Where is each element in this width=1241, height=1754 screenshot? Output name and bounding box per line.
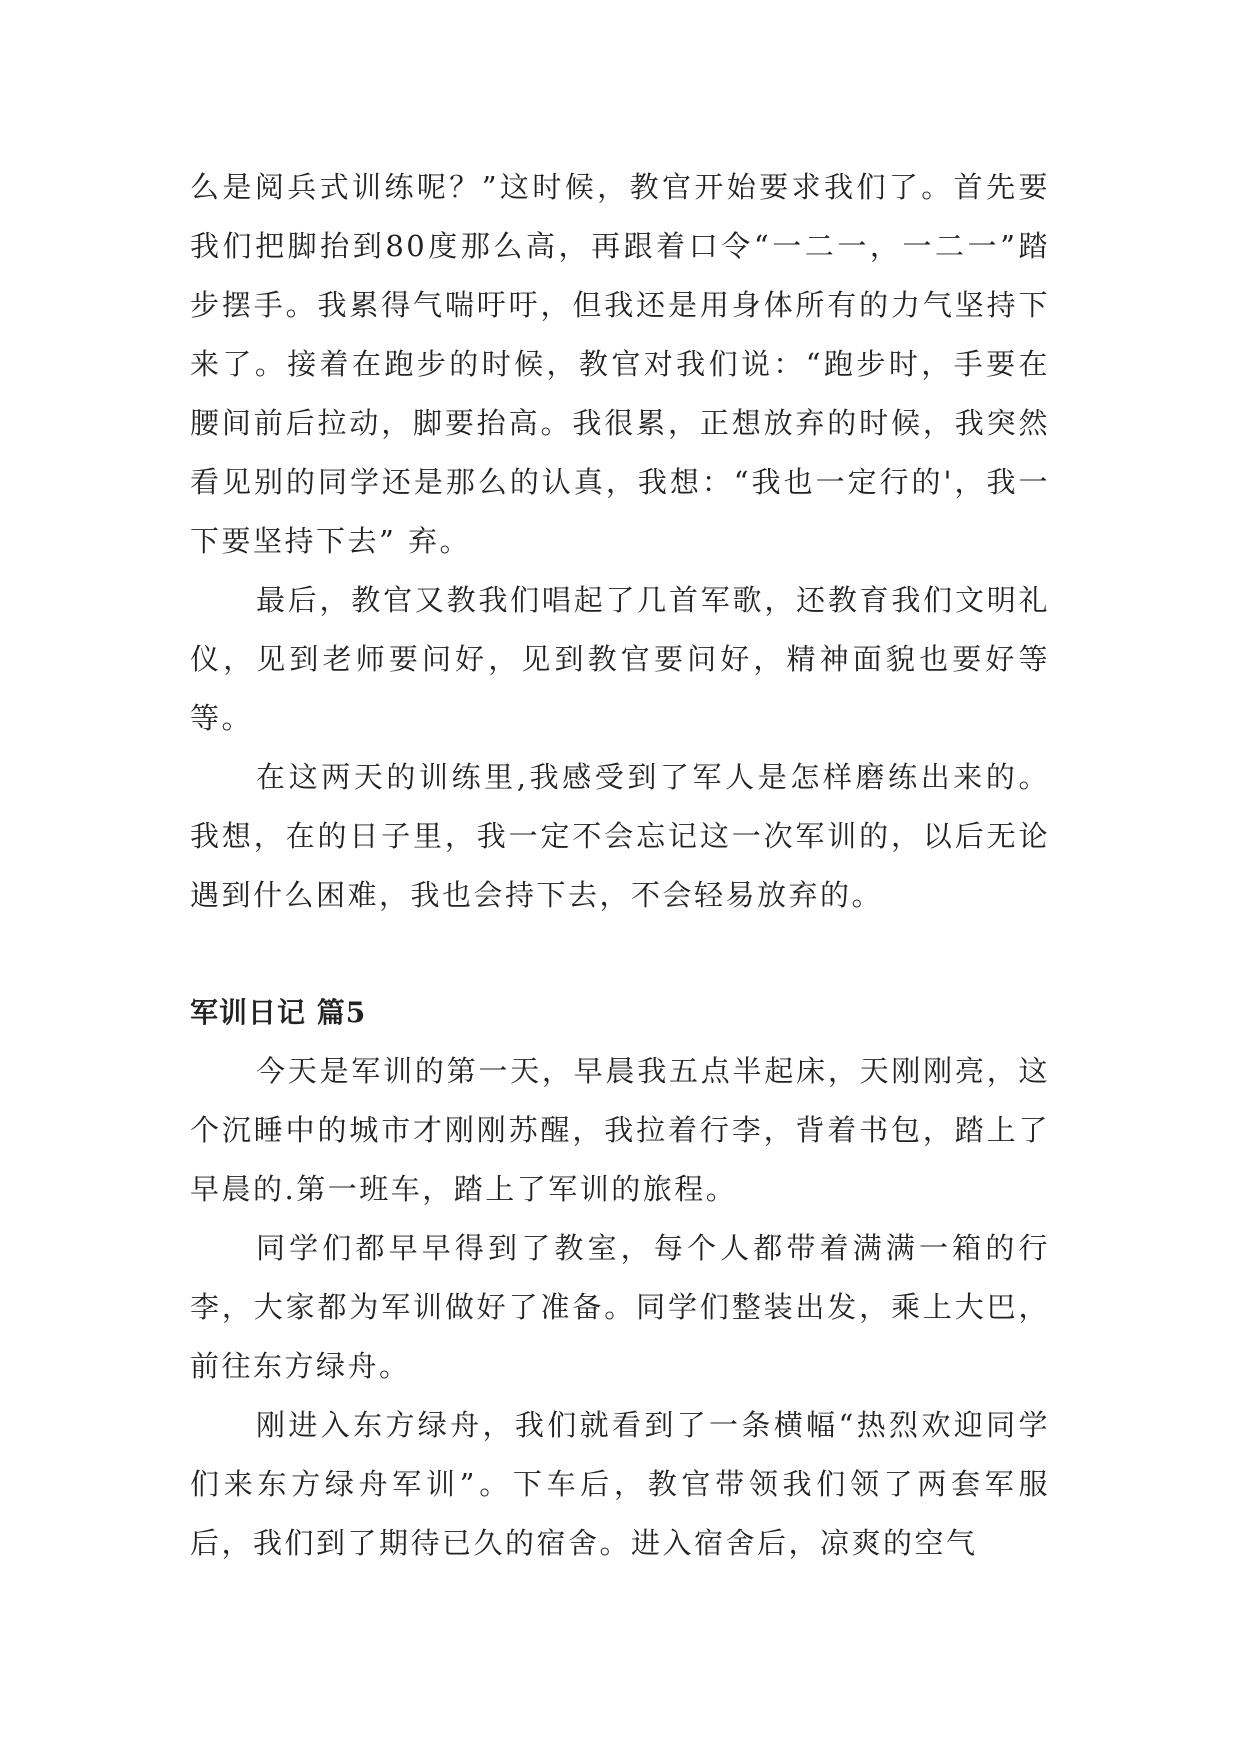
paragraph-reflection: 在这两天的训练里,我感受到了军人是怎样磨练出来的。我想，在的日子里，我一定不会忘记这一次军训的，以后无论遇到什么困难，我也会持下去，不会轻易放弃的。 (190, 760, 1050, 912)
paragraph-arrival: 刚进入东方绿舟，我们就看到了一条横幅“热烈欢迎同学们来东方绿舟军训”。下车后，教官带领我们领了两套军服后，我们到了期待已久的宿舍。进入宿舍后，凉爽的空气 (190, 1408, 1050, 1560)
paragraph-closing-lessons: 最后，教官又教我们唱起了几首军歌，还教育我们文明礼仪，见到老师要问好，见到教官要问好，精神面貌也要好等等。 (190, 583, 1050, 735)
paragraph-continued: 么是阅兵式训练呢？”这时候，教官开始要求我们了。首先要我们把脚抬到80度那么高，再跟着口令“一二一，一二一”踏步摆手。我累得气喘吁吁，但我还是用身体所有的力气坚持下来了。接着在跑步的时候，教官对我们说：“跑步时，手要在腰间前后拉动，脚要抬高。我很累，正想放弃的时候，我突然看见别的同学还是那么的认真，我想：“我也一定行的'，我一下要坚持下去” 弃。 (190, 170, 1050, 558)
paragraph-classroom: 同学们都早早得到了教室，每个人都带着满满一箱的行李，大家都为军训做好了准备。同学们整装出发，乘上大巴，前往东方绿舟。 (190, 1231, 1050, 1383)
paragraph-first-day: 今天是军训的第一天，早晨我五点半起床，天刚刚亮，这个沉睡中的城市才刚刚苏醒，我拉着行李，背着书包，踏上了早晨的.第一班车，踏上了军训的旅程。 (190, 1054, 1050, 1206)
document-page (190, 158, 1050, 1573)
section-heading: 军训日记 篇5 (190, 996, 367, 1029)
